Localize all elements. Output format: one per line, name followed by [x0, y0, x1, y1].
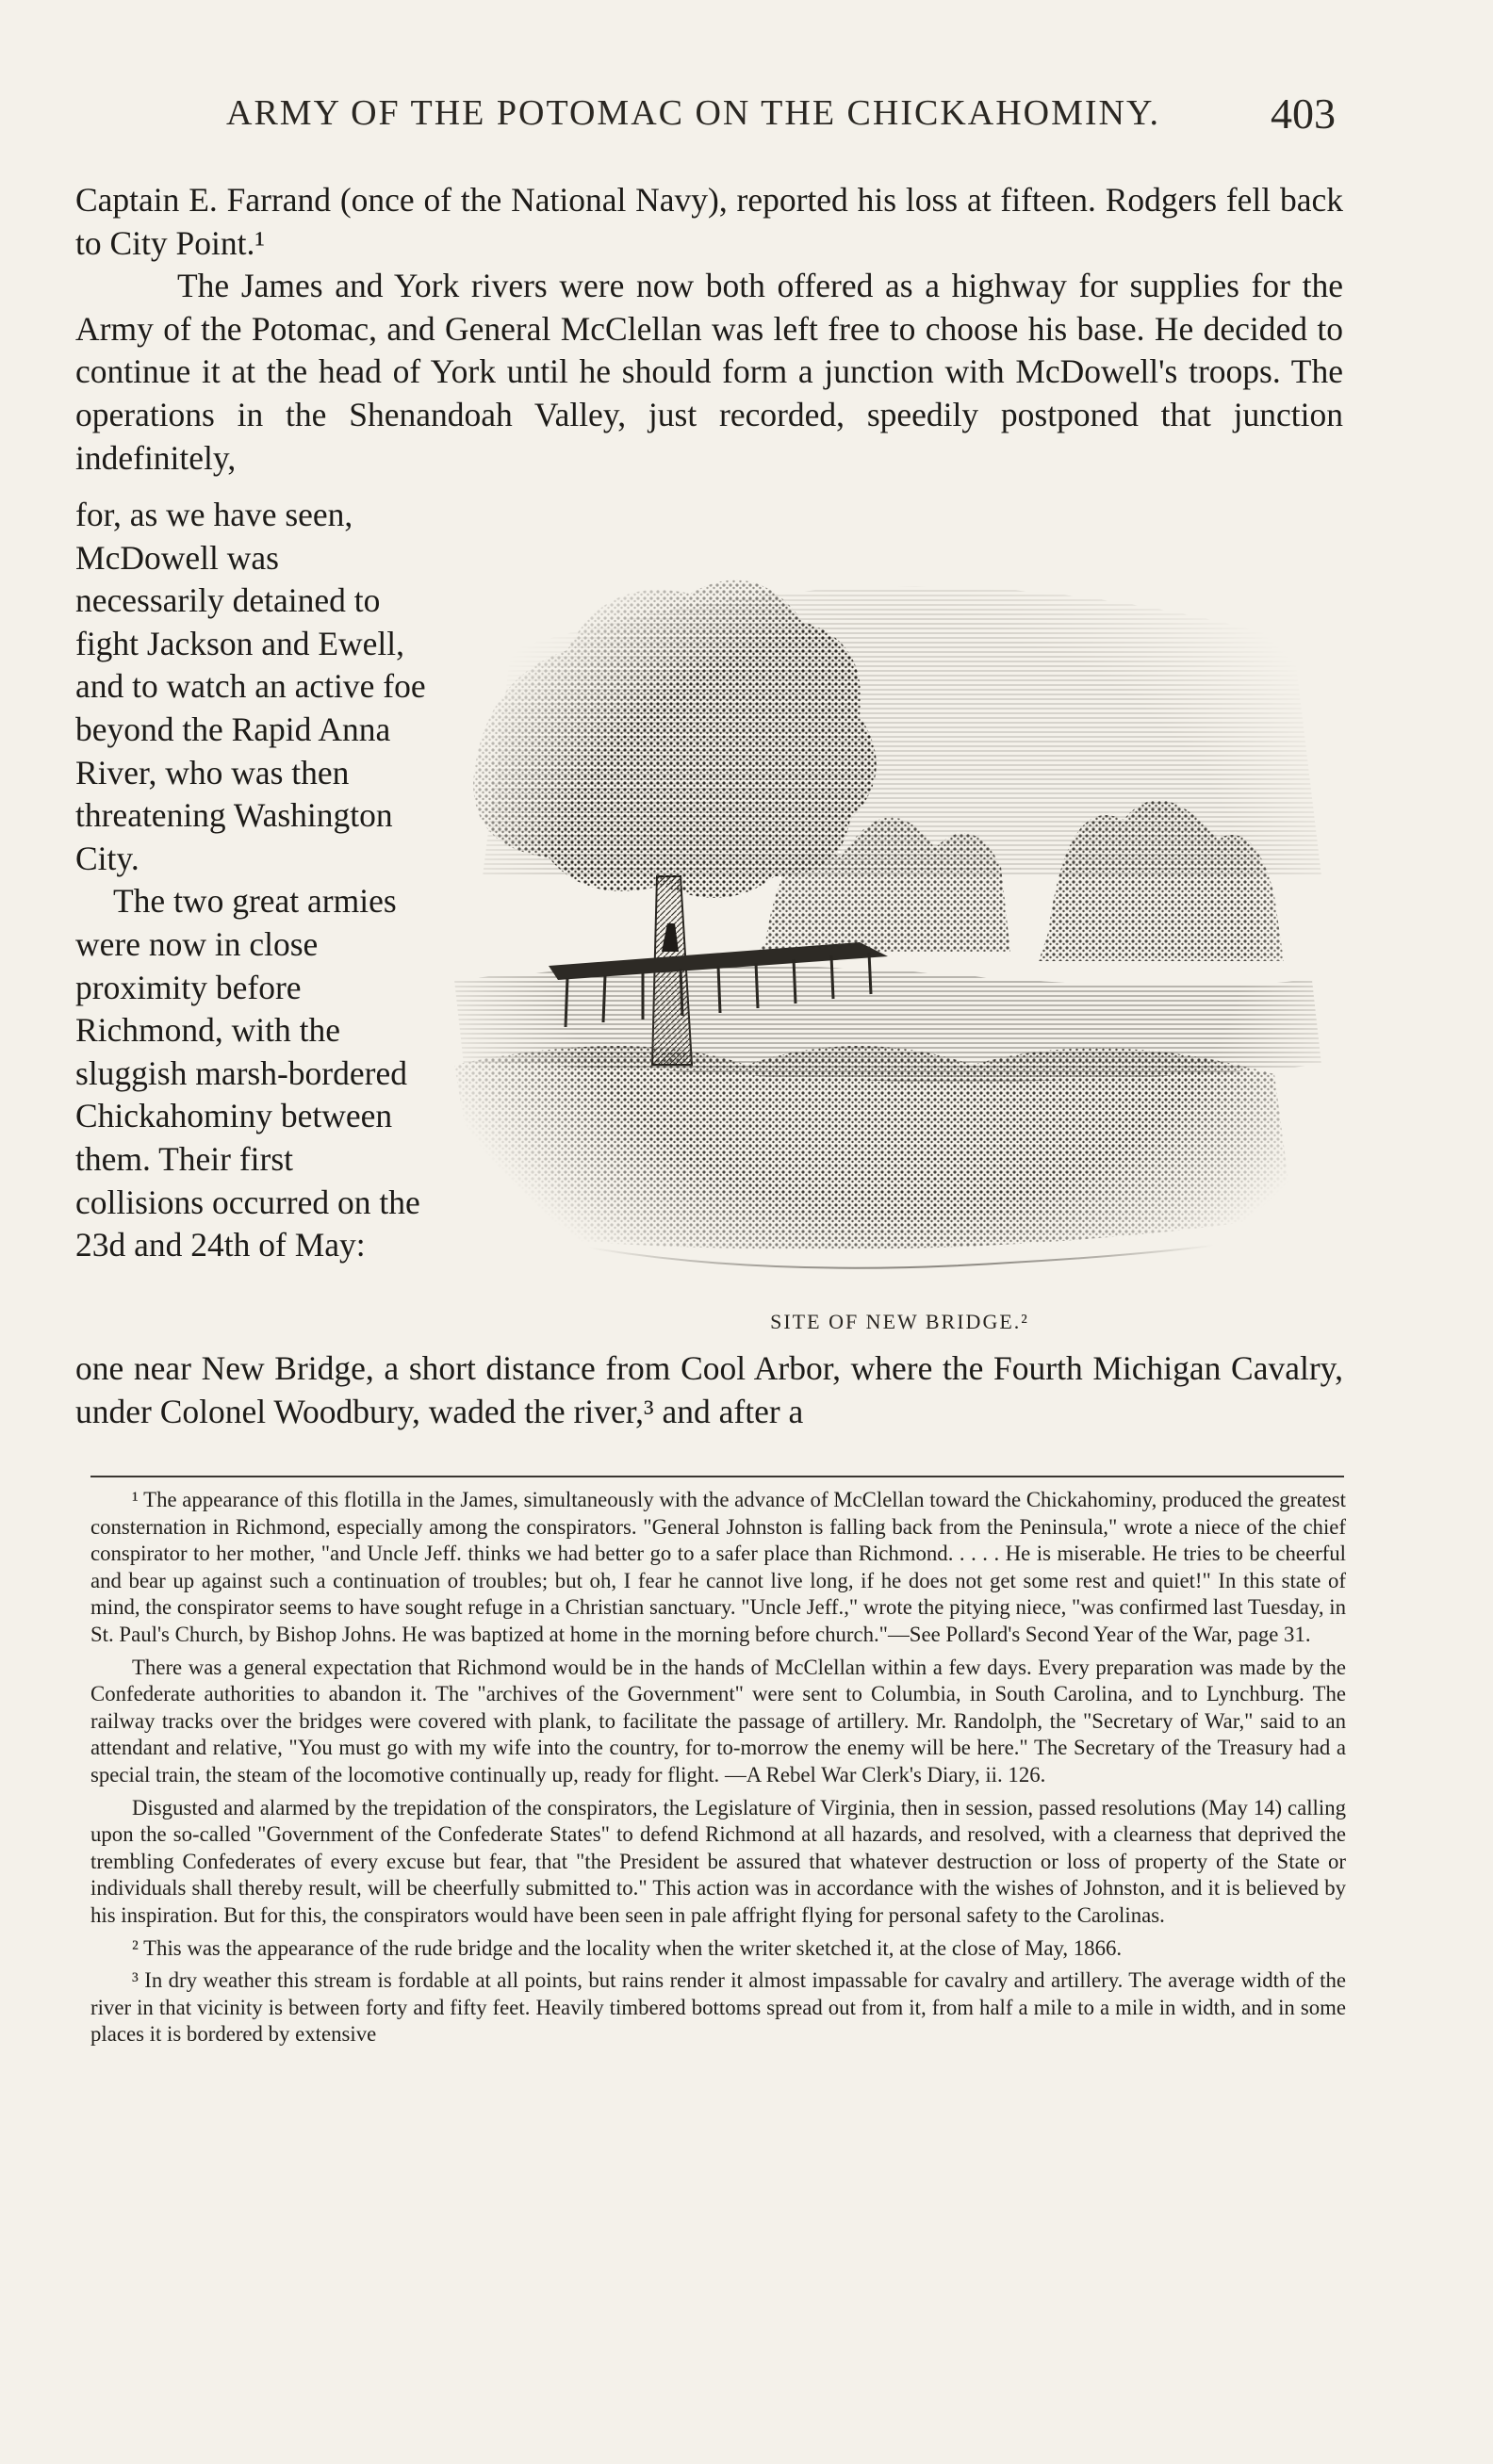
main-text-top	[75, 179, 1343, 480]
engraving-image	[445, 537, 1354, 1300]
footnote-1-a: ¹ The appearance of this flotilla in the James, simultaneously with the advance of McClellan toward the Chickahominy, produced the greatest consternation in Richmond, especially among the conspirators. "General Johnston is falling back from the Peninsula," wrote a niece of the chief conspirator to her mother, "and Uncle Jeff. thinks we had better go to a safer place than Richmond. . . . . He is miserable. He tries to be cheerful and bear up against such a continuation of troubles; but oh, I fear he cannot live long, if he does not get some rest and quiet!" In this state of mind, the conspirator seems to have sought refuge in a Christian sanctuary. "Uncle Jeff.," wrote the pitying niece, "was confirmed last Tuesday, in St. Paul's Church, by Bishop Johns. He was baptized at home in the morning before church."—See Pollard's Second Year of the War, page 31.	[90, 1488, 1346, 1646]
paragraph-3-continued: one near New Bridge, a short distance from Cool Arbor, where the Fourth Michigan Cavalry, under Colonel Woodbury, waded the river,³ and after a	[75, 1349, 1343, 1430]
main-text-bottom	[75, 1347, 1343, 1433]
page-header	[75, 92, 1343, 149]
page-number: 403	[1271, 90, 1336, 138]
paragraph-2-wrap: for, as we have seen, McDowell was necessarily detained to fight Jackson and Ewell, and to watch an active foe beyond the Rapid Anna River, who was then threatening Washington City.	[75, 496, 426, 877]
footnote-2: ² This was the appearance of the rude bridge and the locality when the writer sketched it, at the close of May, 1866.	[132, 1935, 1123, 1960]
footnote-1-c: Disgusted and alarmed by the trepidation of the conspirators, the Legislature of Virginia, then in session, passed resolutions (May 14) calling upon the so-called "Government of the Confederate States" to defend Richmond at all hazards, and resolved, with a clearness that deprived the trembling Confederates of every excuse but fear, that "the President be assured that whatever destruction or loss of property of the State or individuals shall thereby result, will be cheerfully submitted to." This action was in accordance with the wishes of Johnston, and it is believed by his inspiration. But for this, the conspirators would have been seen in pale affright flying for personal safety to the Carolinas.	[90, 1795, 1346, 1927]
illustration-new-bridge	[445, 537, 1354, 1338]
footnote-3: ³ In dry weather this stream is fordable at all points, but rains render it almost impassable for cavalry and artillery. The average width of the river in that vicinity is between forty and fifty feet. Heavily timbered bottoms spread out from it, from half a mile to a mile in width, and in some places it is bordered by extensive	[90, 1968, 1346, 2047]
footnote-rule	[90, 1476, 1344, 1477]
running-head: ARMY OF THE POTOMAC ON THE CHICKAHOMINY.	[226, 93, 1161, 133]
paragraph-3-wrap: The two great armies were now in close proximity before Richmond, with the sluggish marsh-bordered Chickahominy between them. Their first collisions occurred on the 23d and 24th of May:	[75, 882, 420, 1265]
paragraph-1: Captain E. Farrand (once of the National Navy), reported his loss at fifteen. Rodgers fell back to City Point.¹	[75, 181, 1343, 262]
vignette-fade	[445, 537, 1354, 1300]
figure-caption: SITE OF NEW BRIDGE.²	[770, 1310, 1029, 1333]
footnotes	[90, 1487, 1346, 2054]
footnote-1-b: There was a general expectation that Richmond would be in the hands of McClellan within a few days. Every preparation was made by the Confederate authorities to abandon it. The "archives of the Government" were sent to Columbia, in South Carolina, and to Lynchburg. The railway tracks over the bridges were covered with plank, to facilitate the passage of artillery. Mr. Randolph, the "Secretary of War," said to an attendant and relative, "You must go with my wife into the country, for to-morrow the enemy will be here." The Secretary of the Treasury had a special train, the steam of the locomotive continually up, ready for flight. —A Rebel War Clerk's Diary, ii. 126.	[90, 1655, 1346, 1787]
paragraph-2: The James and York rivers were now both offered as a highway for supplies for the Army of the Potomac, and General McClellan was left free to choose his base. He decided to continue it at the head of York until he should form a junction with McDowell's troops. The operations in the Shenandoah Valley, just recorded, speedily postponed that junction indefinitely,	[75, 267, 1343, 477]
wrapped-text-column	[75, 494, 427, 1267]
